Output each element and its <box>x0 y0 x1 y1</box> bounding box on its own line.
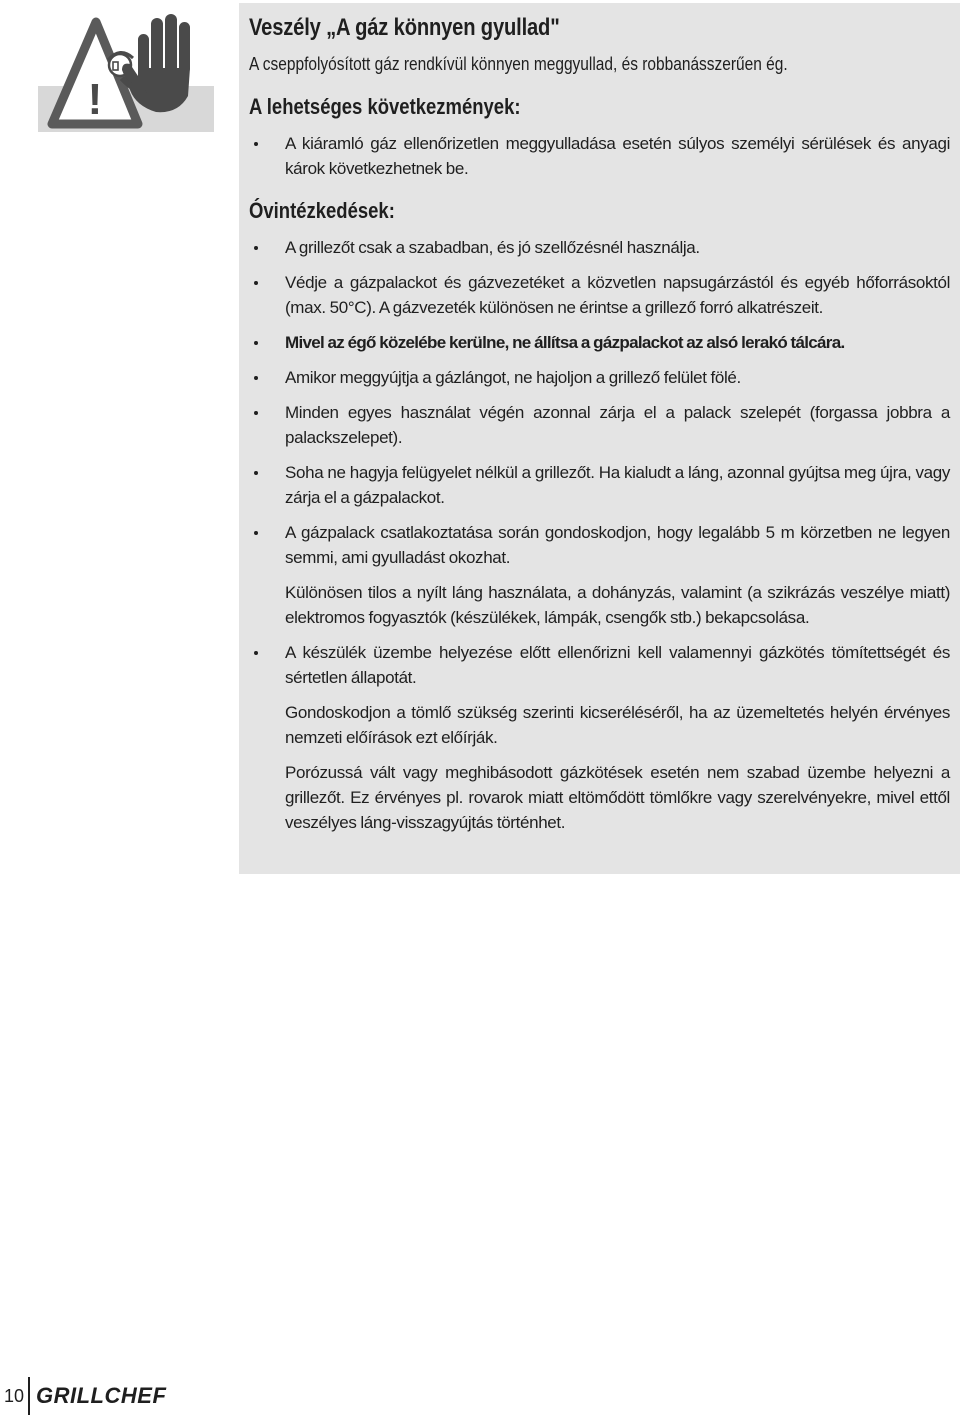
list-item-note: Porózussá vált vagy meghibásodott gázkötések esetén nem szabad üzembe helyezni a grillezőt. Ez érvényes pl. rovarok miatt eltömődött tömlőkre vagy szerelvényekre, mivel ettől veszélyes láng-visszagyújtás történhet. <box>285 763 950 832</box>
list-item: A készülék üzembe helyezése előtt ellenőrizni kell valamennyi gázkötés tömítettségét és sértetlen állapotát. Gondoskodjon a tömlő szükség szerinti kicseréléséről, ha az üzemeltetés helyén érvényes nemzeti előírások ezt előírják. Porózussá vált vagy meghibásodott gázkötések esetén nem szabad üzembe helyezni a grillezőt. Ez érvényes pl. rovarok miatt eltömődött tömlőkre vagy szerelvényekre, mivel ettől veszélyes láng-visszagyújtás történhet. <box>249 640 950 835</box>
list-item: Soha ne hagyja felügyelet nélkül a grillezőt. Ha kialudt a láng, azonnal gyújtsa meg újra, vagy zárja el a gázpalackot. <box>249 460 950 510</box>
list-item: A gázpalack csatlakoztatása során gondoskodjon, hogy legalább 5 m körzetben ne legyen semmi, ami gyulladást okozhat. Különösen tilos a nyílt láng használata, a dohányzás, valamint (a szikrázás veszélye miatt) elektromos fogyasztók (készülékek, lámpák, csengők stb.) bekapcsolása. <box>249 520 950 630</box>
list-item-note: Különösen tilos a nyílt láng használata, a dohányzás, valamint (a szikrázás veszélye miatt) elektromos fogyasztók (készülékek, lámpák, csengők stb.) bekapcsolása. <box>285 583 950 627</box>
warning-title: Veszély „A gáz könnyen gyullad" <box>249 14 560 41</box>
page-number: 10 <box>4 1386 25 1406</box>
precautions-heading: Óvintézkedések: <box>249 198 395 223</box>
consequences-heading: A lehetséges következmények: <box>249 94 521 119</box>
bullet-icon <box>254 531 258 535</box>
list-item: Mivel az égő közelébe kerülne, ne állítsa a gázpalackot az alsó lerakó tálcára. <box>249 330 950 355</box>
bullet-icon <box>254 341 258 345</box>
list-item: A kiáramló gáz ellenőrizetlen meggyulladása esetén súlyos személyi sérülések és anyagi károk következhetnek be. <box>249 131 950 181</box>
bullet-icon <box>254 246 258 250</box>
footer-divider <box>28 1377 30 1415</box>
stop-hand-warning-icon <box>38 10 214 132</box>
precautions-list <box>249 235 950 835</box>
bullet-icon <box>254 411 258 415</box>
list-item: Amikor meggyújtja a gázlángot, ne hajoljon a grillező felület fölé. <box>249 365 950 390</box>
bullet-icon <box>254 142 258 146</box>
brand-logo: GRILLCHEF <box>36 1383 167 1408</box>
bullet-icon <box>254 281 258 285</box>
list-item: Védje a gázpalackot és gázvezetéket a közvetlen napsugárzástól és egyéb hőforrásoktól (max. 50°C). A gázvezeték különösen ne érintse a grillező forró alkatrészeit. <box>249 270 950 320</box>
bullet-icon <box>254 471 258 475</box>
list-item: Minden egyes használat végén azonnal zárja el a palack szelepét (forgassa jobbra a palackszelepet). <box>249 400 950 450</box>
consequences-list <box>249 131 950 181</box>
svg-text:!: ! <box>87 75 103 124</box>
bullet-icon <box>254 651 258 655</box>
bullet-icon <box>254 376 258 380</box>
list-item: A grillezőt csak a szabadban, és jó szellőzésnél használja. <box>249 235 950 260</box>
warning-intro: A cseppfolyósított gáz rendkívül könnyen meggyullad, és robbanásszerűen ég. <box>249 54 788 74</box>
list-item-note: Gondoskodjon a tömlő szükség szerinti kicseréléséről, ha az üzemeltetés helyén érvényes nemzeti előírások ezt előírják. <box>285 703 950 747</box>
warning-panel <box>239 3 960 874</box>
